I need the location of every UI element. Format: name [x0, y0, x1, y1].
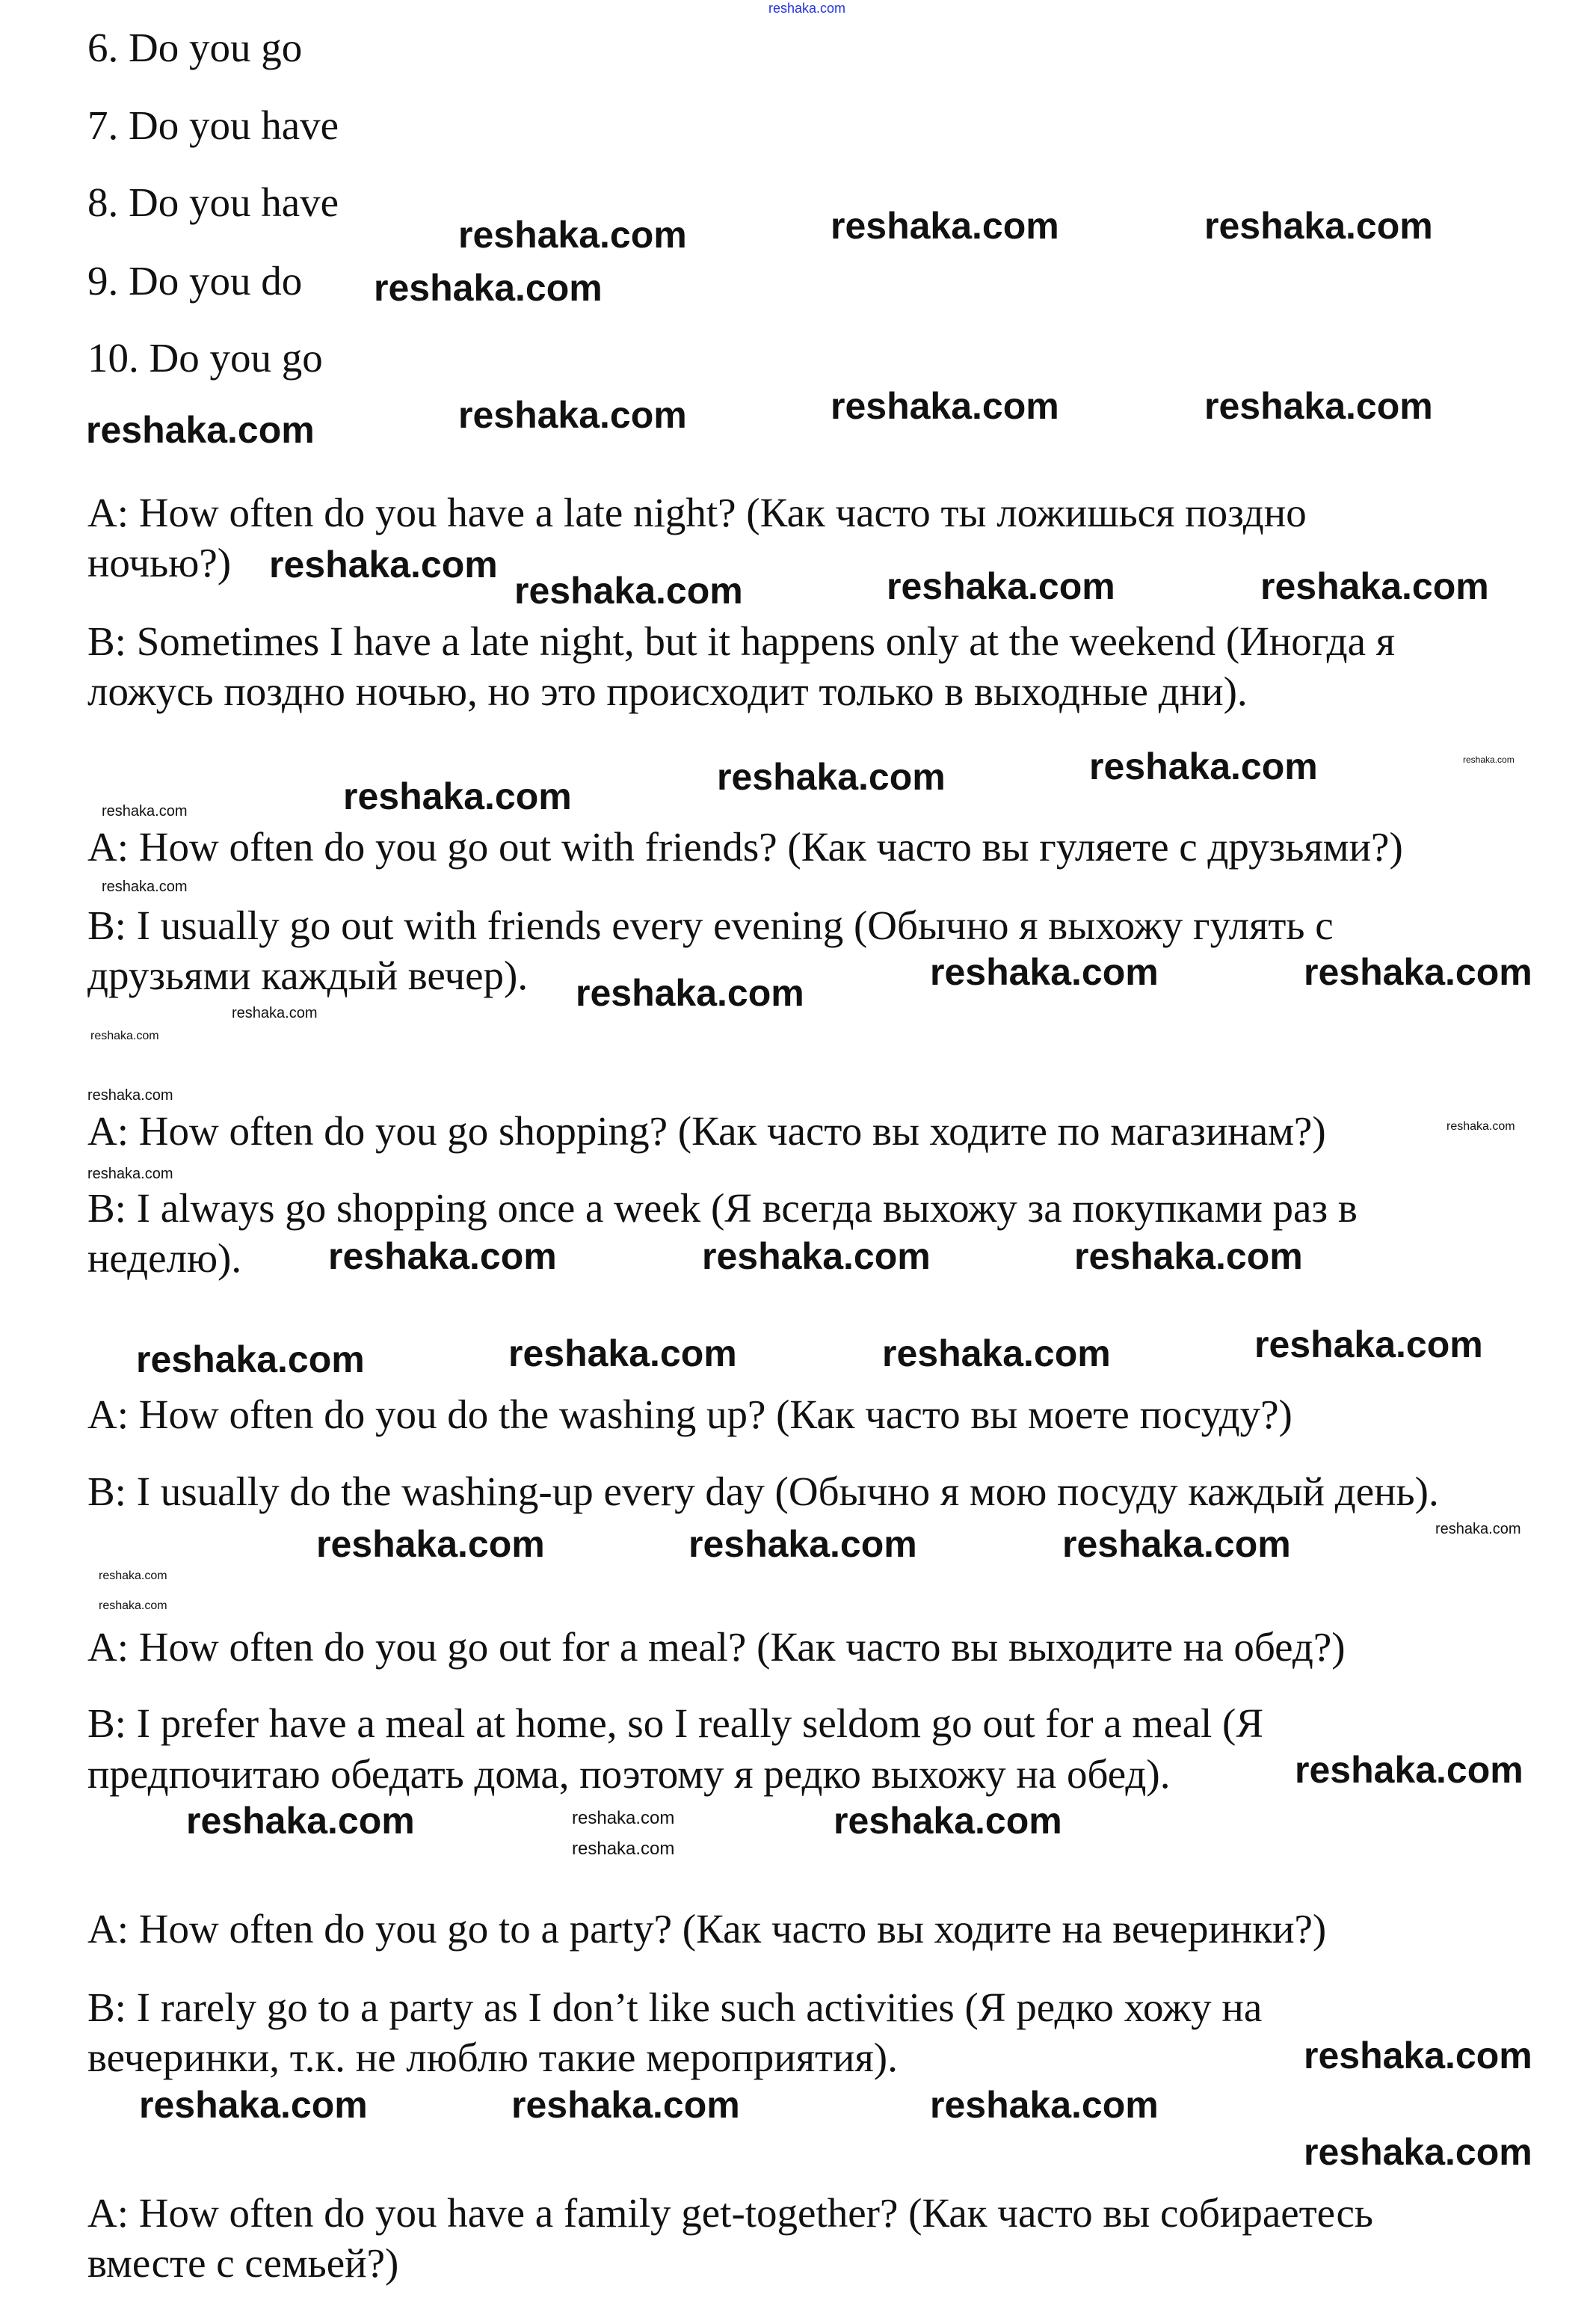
watermark-small: reshaka.com: [572, 1808, 675, 1828]
answer-line: B: Sometimes I have a late night, but it happens only at the weekend (Иногда я: [87, 618, 1396, 664]
watermark: reshaka.com: [1074, 1235, 1303, 1277]
question-line: ночью?): [87, 540, 232, 585]
watermark: reshaka.com: [458, 394, 687, 436]
watermark-small: reshaka.com: [102, 803, 188, 820]
watermark: reshaka.com: [514, 570, 743, 612]
watermark: reshaka.com: [328, 1235, 557, 1277]
numbered-item: 10. Do you go: [87, 335, 323, 381]
answer-line: вечеринки, т.к. не люблю такие мероприятия).: [87, 2035, 898, 2080]
watermark: reshaka.com: [1062, 1523, 1291, 1565]
watermark: reshaka.com: [887, 565, 1115, 607]
watermark: reshaka.com: [930, 2084, 1159, 2126]
numbered-item: 8. Do you have: [87, 179, 339, 225]
watermark: reshaka.com: [139, 2084, 368, 2126]
watermark: reshaka.com: [86, 409, 315, 451]
watermark-small: reshaka.com: [87, 1166, 173, 1182]
watermark: reshaka.com: [1204, 385, 1433, 427]
watermark-small: reshaka.com: [768, 1, 846, 16]
answer-line: друзьями каждый вечер).: [87, 953, 529, 998]
watermark: reshaka.com: [1304, 2131, 1532, 2173]
answer-line: неделю).: [87, 1235, 242, 1281]
watermark: reshaka.com: [1295, 1749, 1523, 1791]
watermark: reshaka.com: [1304, 2035, 1532, 2076]
watermark: reshaka.com: [186, 1800, 415, 1842]
watermark: reshaka.com: [688, 1523, 917, 1565]
numbered-item: 7. Do you have: [87, 102, 339, 148]
question-line: A: How often do you have a late night? (Как часто ты ложишься поздно: [87, 490, 1307, 535]
answer-line: предпочитаю обедать дома, поэтому я редко выхожу на обед).: [87, 1751, 1171, 1797]
watermark: reshaka.com: [316, 1523, 545, 1565]
answer-line: B: I prefer have a meal at home, so I really seldom go out for a meal (Я: [87, 1700, 1264, 1746]
watermark: reshaka.com: [717, 756, 946, 798]
numbered-item: 6. Do you go: [87, 25, 303, 70]
watermark-small: reshaka.com: [87, 1087, 173, 1104]
watermark: reshaka.com: [882, 1332, 1111, 1374]
numbered-item: 9. Do you do: [87, 258, 303, 304]
watermark: reshaka.com: [269, 544, 498, 585]
watermark-small: reshaka.com: [99, 1599, 167, 1612]
question-line: A: How often do you do the washing up? (Как часто вы моете посуду?): [87, 1392, 1292, 1437]
watermark: reshaka.com: [702, 1235, 931, 1277]
watermark-small: reshaka.com: [572, 1839, 675, 1859]
question-line: A: How often do you go to a party? (Как часто вы ходите на вечеринки?): [87, 1906, 1327, 1952]
question-line: A: How often do you go out for a meal? (Как часто вы выходите на обед?): [87, 1624, 1346, 1670]
answer-line: B: I usually do the washing-up every day (Обычно я мою посуду каждый день).: [87, 1469, 1439, 1514]
watermark: reshaka.com: [1304, 951, 1532, 993]
answer-line: B: I always go shopping once a week (Я всегда выхожу за покупками раз в: [87, 1185, 1358, 1231]
watermark: reshaka.com: [1204, 205, 1433, 247]
question-line: A: How often do you go shopping? (Как часто вы ходите по магазинам?): [87, 1108, 1326, 1154]
watermark-small: reshaka.com: [99, 1569, 167, 1582]
answer-line: B: I rarely go to a party as I don’t like such activities (Я редко хожу на: [87, 1984, 1263, 2030]
watermark-small: reshaka.com: [90, 1030, 159, 1042]
watermark: reshaka.com: [834, 1800, 1062, 1842]
answer-line: B: I usually go out with friends every evening (Обычно я выхожу гулять с: [87, 903, 1334, 948]
question-line: вместе с семьей?): [87, 2240, 399, 2286]
watermark-small: reshaka.com: [1446, 1120, 1515, 1133]
watermark: reshaka.com: [343, 775, 572, 817]
watermark: reshaka.com: [1089, 745, 1318, 787]
watermark-small: reshaka.com: [1463, 754, 1515, 765]
answer-line: ложусь поздно ночью, но это происходит только в выходные дни).: [87, 668, 1248, 714]
watermark-small: reshaka.com: [1435, 1521, 1521, 1537]
watermark: reshaka.com: [1254, 1323, 1483, 1365]
watermark: reshaka.com: [831, 385, 1059, 427]
watermark-small: reshaka.com: [102, 879, 188, 895]
watermark: reshaka.com: [831, 205, 1059, 247]
watermark: reshaka.com: [576, 972, 804, 1014]
watermark: reshaka.com: [458, 214, 687, 256]
watermark: reshaka.com: [511, 2084, 740, 2126]
question-line: A: How often do you have a family get-together? (Как часто вы собираетесь: [87, 2190, 1373, 2236]
watermark: reshaka.com: [930, 951, 1159, 993]
watermark: reshaka.com: [136, 1338, 365, 1380]
watermark-small: reshaka.com: [232, 1005, 318, 1021]
question-line: A: How often do you go out with friends? (Как часто вы гуляете с друзьями?): [87, 824, 1403, 870]
watermark: reshaka.com: [508, 1332, 737, 1374]
watermark: reshaka.com: [1260, 565, 1489, 607]
watermark: reshaka.com: [374, 267, 603, 309]
